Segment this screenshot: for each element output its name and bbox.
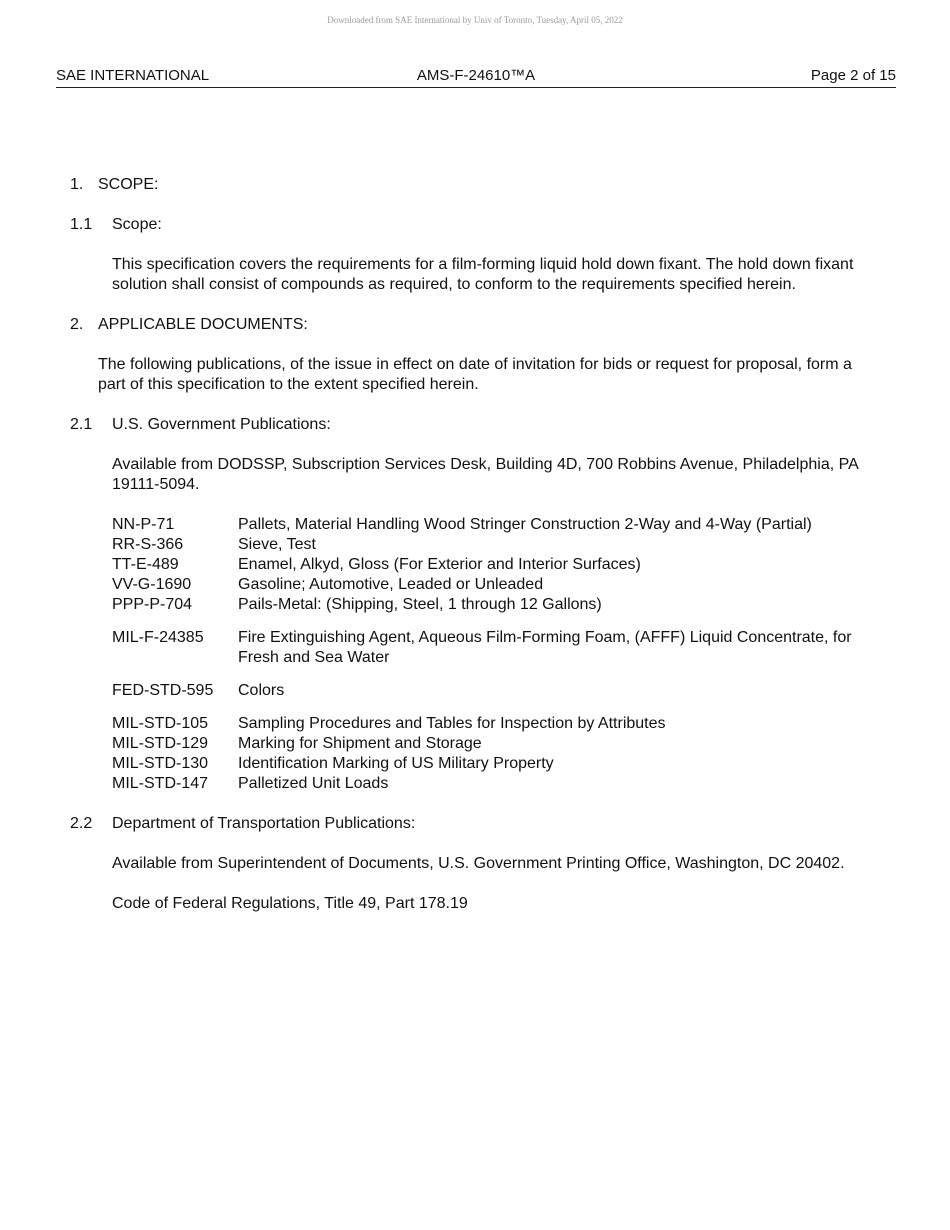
reference-title: Pails-Metal: (Shipping, Steel, 1 through 12 Gallons) <box>238 596 602 613</box>
section-2-1-paragraph: Available from DODSSP, Subscription Services Desk, Building 4D, 700 Robbins Avenue, Philadelphia, PA 19111-5094. <box>112 456 858 493</box>
reference-code: TT-E-489 <box>112 556 179 573</box>
header-page-number: Page 2 of 15 <box>810 67 896 84</box>
reference-title: Enamel, Alkyd, Gloss (For Exterior and Interior Surfaces) <box>238 556 641 573</box>
reference-code: MIL-F-24385 <box>112 629 204 646</box>
reference-title: Sieve, Test <box>238 536 316 553</box>
reference-code: FED-STD-595 <box>112 682 214 699</box>
header-document-number: AMS-F-24610™A <box>416 67 536 84</box>
reference-item <box>112 628 870 668</box>
page-header <box>56 67 896 88</box>
reference-item <box>112 555 870 575</box>
reference-code: MIL-STD-105 <box>112 715 209 732</box>
reference-code: MIL-STD-130 <box>112 755 209 772</box>
section-title: SCOPE: <box>98 176 159 193</box>
reference-item <box>112 535 870 555</box>
document-body <box>70 175 870 914</box>
reference-code: VV-G-1690 <box>112 576 192 593</box>
section-1-1-paragraph: This specification covers the requirements for a film-forming liquid hold down fixant. The hold down fixant solution shall consist of compounds as required, to conform to the requirements specified herein. <box>112 256 854 293</box>
reference-item <box>112 714 870 734</box>
section-title: Department of Transportation Publications: <box>112 815 416 832</box>
section-number: 1. <box>70 176 84 193</box>
reference-title: Sampling Procedures and Tables for Inspection by Attributes <box>238 715 666 732</box>
section-title: U.S. Government Publications: <box>112 416 331 433</box>
section-2-paragraph: The following publications, of the issue in effect on date of invitation for bids or request for proposal, form a part of this specification to the extent specified herein. <box>98 356 852 393</box>
reference-title: Gasoline; Automotive, Leaded or Unleaded <box>238 576 544 593</box>
reference-list <box>70 515 870 794</box>
section-title: APPLICABLE DOCUMENTS: <box>98 316 308 333</box>
reference-code: NN-P-71 <box>112 516 175 533</box>
reference-code: RR-S-366 <box>112 536 184 553</box>
section-1-heading <box>70 175 870 195</box>
reference-item <box>112 595 870 615</box>
reference-item <box>112 575 870 595</box>
reference-title: Palletized Unit Loads <box>238 775 389 792</box>
reference-item <box>112 754 870 774</box>
reference-code: PPP-P-704 <box>112 596 193 613</box>
section-2-1-heading <box>70 415 870 435</box>
reference-item <box>112 515 870 535</box>
reference-title: Fire Extinguishing Agent, Aqueous Film-Forming Foam, (AFFF) Liquid Concentrate, for Fresh and Sea Water <box>238 629 852 666</box>
section-title: Scope: <box>112 216 162 233</box>
section-number: 2.1 <box>70 416 93 433</box>
header-organization: SAE INTERNATIONAL <box>56 67 210 84</box>
reference-title: Pallets, Material Handling Wood Stringer Construction 2-Way and 4-Way (Partial) <box>238 516 812 533</box>
section-1-1-heading <box>70 215 870 235</box>
section-2-2-heading <box>70 814 870 834</box>
section-number: 1.1 <box>70 216 93 233</box>
section-number: 2. <box>70 316 84 333</box>
reference-code: MIL-STD-129 <box>112 735 209 752</box>
section-2-2-cfr-reference: Code of Federal Regulations, Title 49, Part 178.19 <box>112 895 468 912</box>
reference-item <box>112 774 870 794</box>
reference-title: Marking for Shipment and Storage <box>238 735 482 752</box>
reference-item <box>112 734 870 754</box>
section-number: 2.2 <box>70 815 93 832</box>
reference-title: Colors <box>238 682 285 699</box>
section-2-2-paragraph: Available from Superintendent of Documents, U.S. Government Printing Office, Washington, DC 20402. <box>112 855 845 872</box>
download-note: Downloaded from SAE International by Univ of Toronto, Tuesday, April 05, 2022 <box>327 15 623 25</box>
reference-item <box>112 681 870 701</box>
section-2-heading <box>70 315 870 335</box>
reference-code: MIL-STD-147 <box>112 775 209 792</box>
reference-title: Identification Marking of US Military Property <box>238 755 554 772</box>
